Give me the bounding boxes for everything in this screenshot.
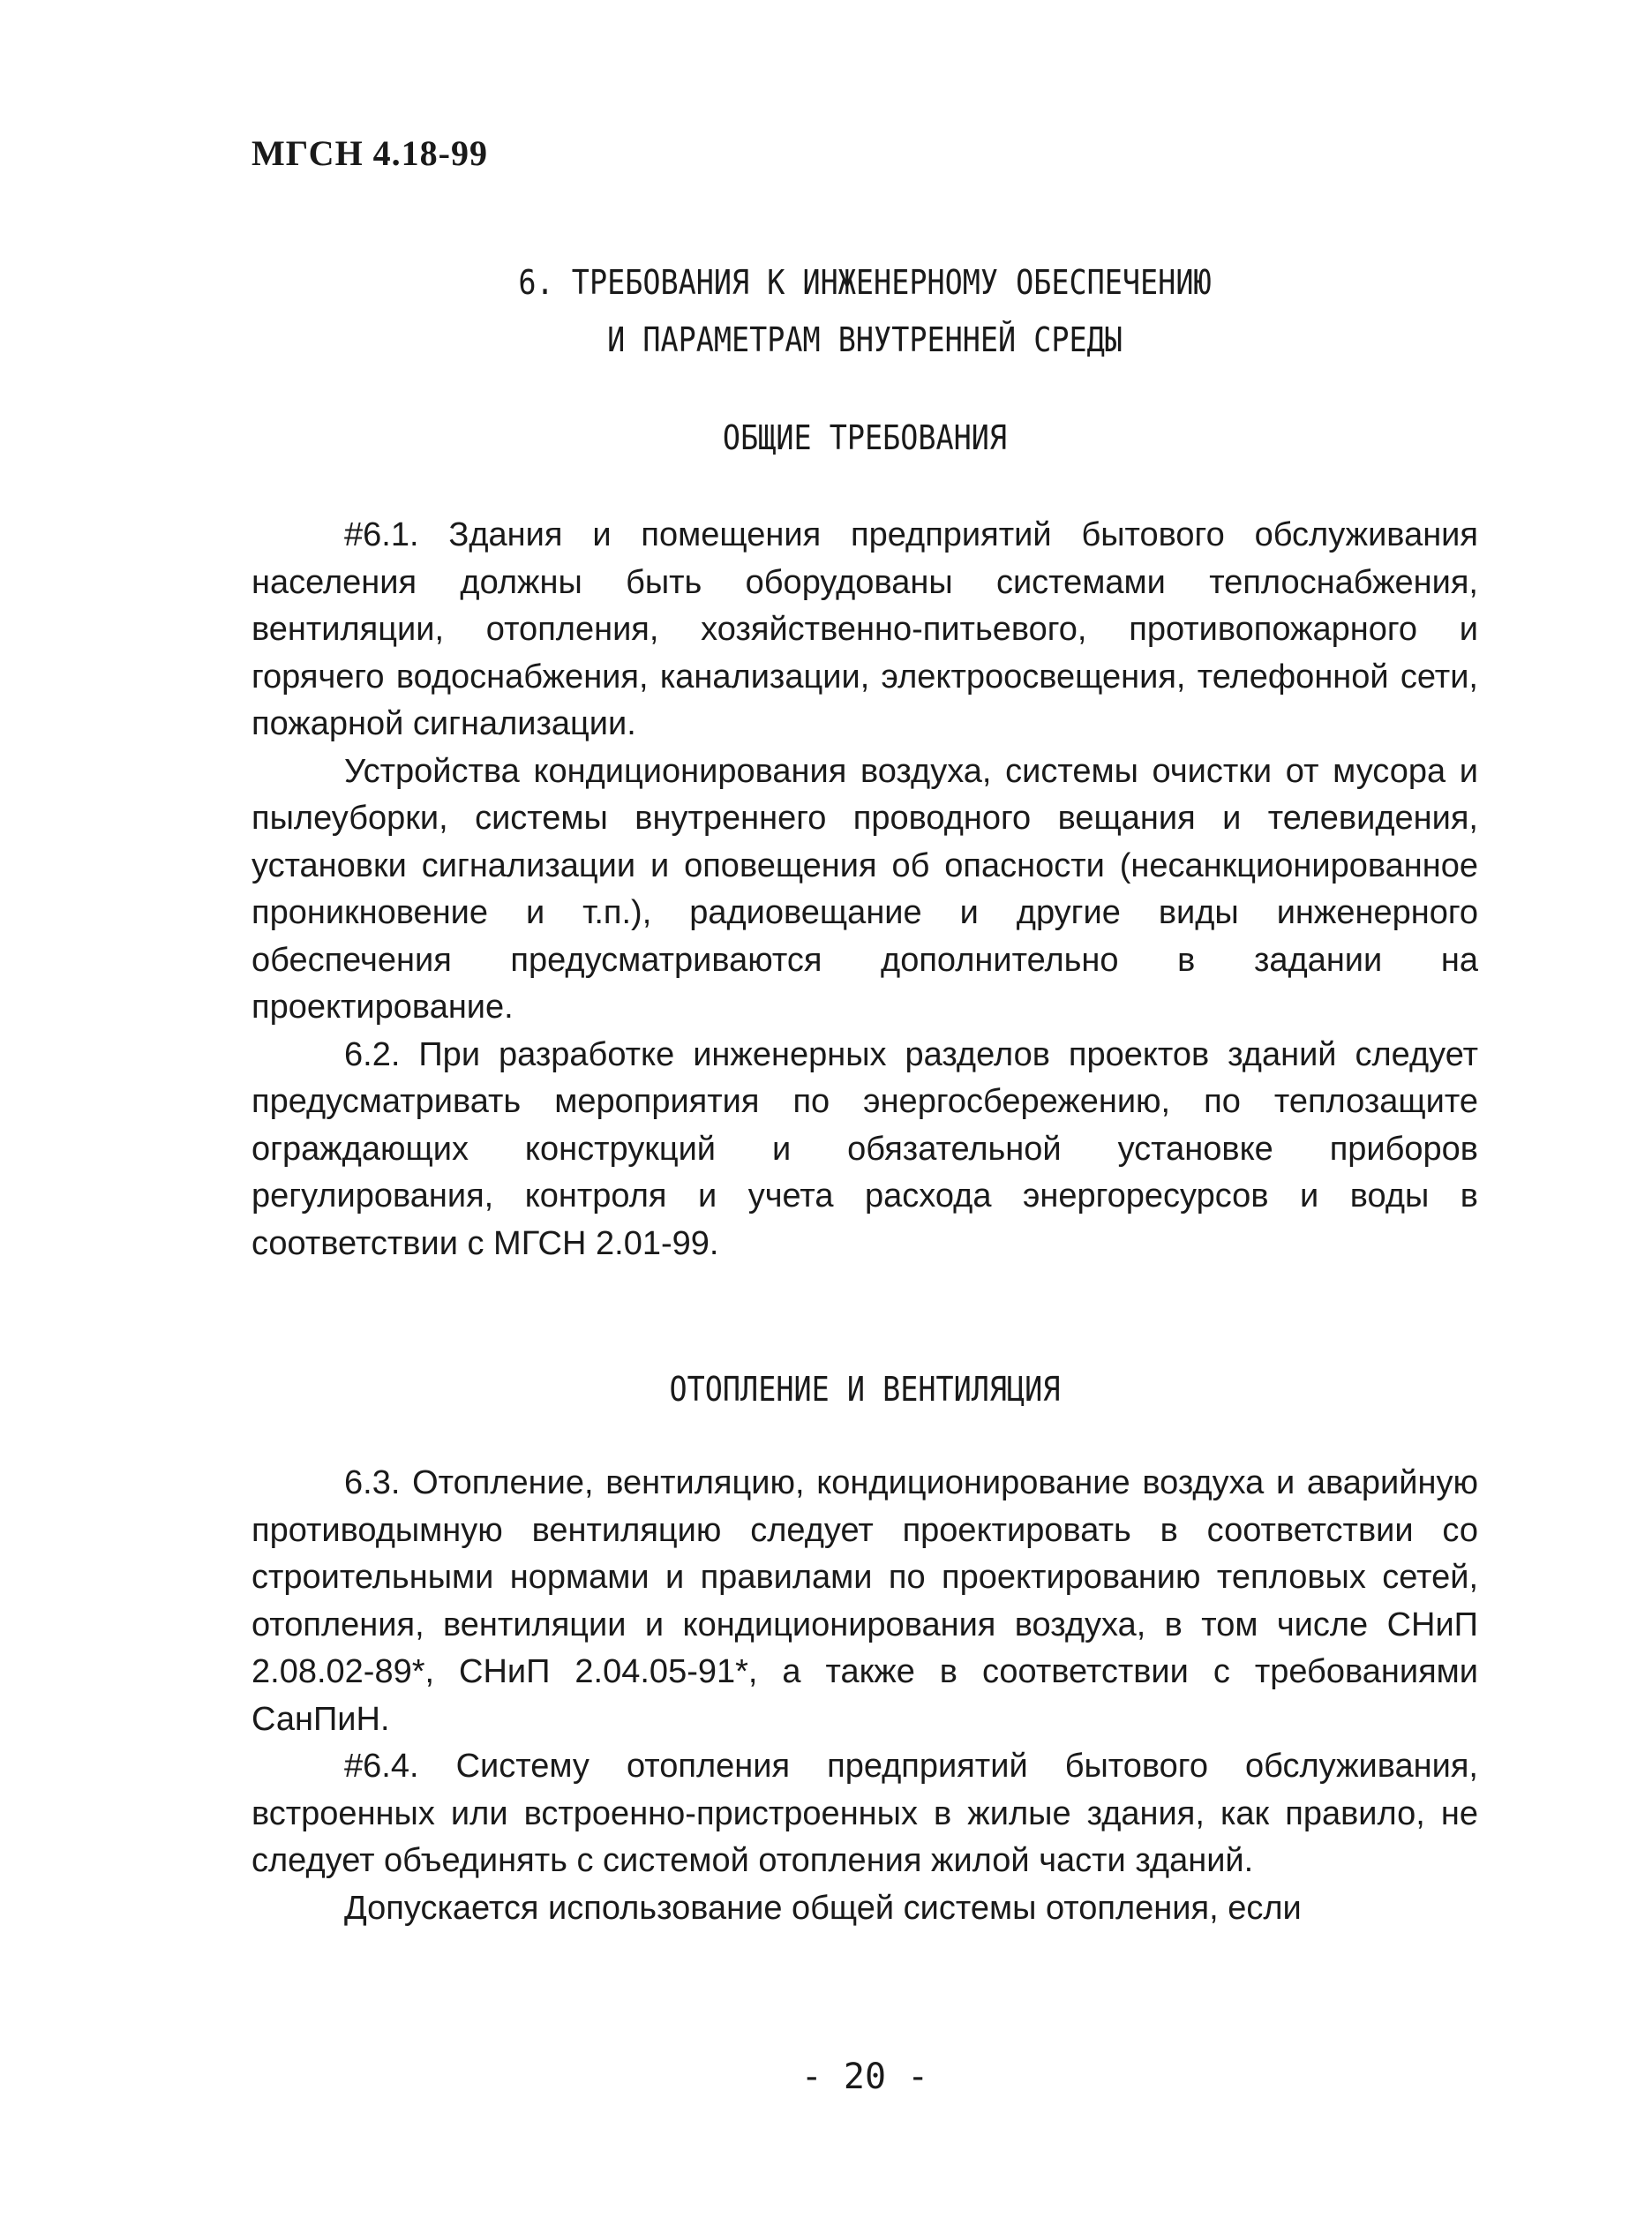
document-code: МГСН 4.18-99 <box>252 133 488 173</box>
subsection-title-heating-ventilation: ОТОПЛЕНИЕ И ВЕНТИЛЯЦИЯ <box>669 1370 1061 1409</box>
paragraph-6-3: 6.3. Отопление, вентиляцию, кондиционирование воздуха и аварийную противодымную вентиляцию следует проектировать в соответствии со строительными нормами и правилами по проектированию тепловых сетей, отопления, вентиляции и кондиционирования воздуха, в том числе СНиП 2.08.02-89*, СНиП 2.04.05-91*, а также в соответствии с требованиями СанПиН. <box>252 1464 1478 1738</box>
paragraph-shared-heating: Допускается использование общей системы отопления, если <box>344 1889 1302 1927</box>
paragraph-6-1: #6.1. Здания и помещения предприятий бытового обслуживания населения должны быть оборудованы системами теплоснабжения, вентиляции, отопления, хозяйственно-питьевого, противопожарного и горячего водоснабжения, канализации, электроосвещения, телефонной сети, пожарной сигнализации. <box>252 516 1478 742</box>
section-title-line-1: 6. ТРЕБОВАНИЯ К ИНЖЕНЕРНОМУ ОБЕСПЕЧЕНИЮ <box>518 263 1212 302</box>
paragraph-6-2: 6.2. При разработке инженерных разделов проектов зданий следует предусматривать мероприятия по энергосбережению, по теплозащите ограждающих конструкций и обязательной установке приборов регулирования, контроля и учета расхода энергоресурсов и воды в соответствии с МГСН 2.01-99. <box>252 1035 1478 1262</box>
heating-ventilation-body <box>252 1460 1478 1932</box>
section-title-line-2: И ПАРАМЕТРАМ ВНУТРЕННЕЙ СРЕДЫ <box>607 320 1123 359</box>
subsection-title-general: ОБЩИЕ ТРЕБОВАНИЯ <box>722 418 1008 457</box>
paragraph-engineering-equipment: Устройства кондиционирования воздуха, системы очистки от мусора и пылеуборки, системы внутреннего проводного вещания и телевидения, установки сигнализации и оповещения об опасности (несанкционированное проникновение и т.п.), радиовещание и другие виды инженерного обеспечения предусматриваются дополнительно в задании на проектирование. <box>252 752 1478 1026</box>
general-requirements-body <box>252 512 1478 1267</box>
page-number: - 20 - <box>800 2057 929 2097</box>
paragraph-6-4: #6.4. Систему отопления предприятий бытового обслуживания, встроенных или встроенно-пристроенных в жилые здания, как правило, не следует объединять с системой отопления жилой части зданий. <box>252 1748 1478 1879</box>
